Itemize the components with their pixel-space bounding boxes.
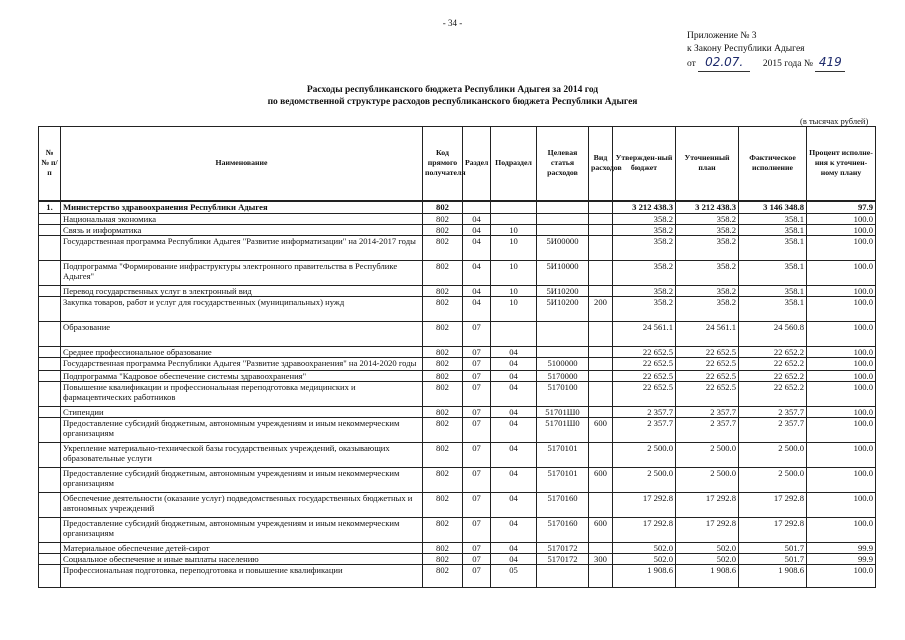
- cell-section: 07: [463, 443, 491, 468]
- cell-subsection: 04: [491, 493, 537, 518]
- cell-name: Национальная экономика: [61, 214, 423, 225]
- table-row: [39, 493, 876, 518]
- cell-approved: 1 908.6: [613, 565, 676, 588]
- cell-actual: 17 292.8: [739, 518, 807, 543]
- cell-target: 5100000: [537, 358, 589, 371]
- cell-code: 802: [423, 493, 463, 518]
- table-row: [39, 382, 876, 407]
- cell-type: [589, 286, 613, 297]
- cell-approved: 502.0: [613, 543, 676, 554]
- cell-section: 07: [463, 347, 491, 358]
- cell-target: 5170100: [537, 382, 589, 407]
- cell-section: 07: [463, 418, 491, 443]
- cell-revised: 358.2: [676, 225, 739, 236]
- cell-actual: 2 500.0: [739, 443, 807, 468]
- cell-percent: 100.0: [807, 407, 876, 418]
- cell-subsection: 04: [491, 443, 537, 468]
- cell-revised: 2 357.7: [676, 418, 739, 443]
- header-subsection: Подраздел: [491, 127, 537, 201]
- cell-num: [39, 236, 61, 261]
- table-body: [39, 201, 876, 588]
- cell-type: [589, 201, 613, 214]
- cell-revised: 358.2: [676, 297, 739, 322]
- cell-code: 802: [423, 407, 463, 418]
- title-line-2: по ведомственной структуре расходов республиканского бюджета Республики Адыгея: [267, 97, 638, 107]
- cell-num: [39, 565, 61, 588]
- cell-actual: 3 146 348.8: [739, 201, 807, 214]
- units-note: (в тысячах рублей): [800, 116, 869, 126]
- cell-approved: 2 500.0: [613, 443, 676, 468]
- cell-name: Министерство здравоохранения Республики Адыгея: [61, 201, 423, 214]
- cell-percent: 99.9: [807, 543, 876, 554]
- appendix-year: 2015 года: [762, 59, 802, 69]
- table-row: [39, 565, 876, 588]
- cell-num: [39, 214, 61, 225]
- cell-percent: 100.0: [807, 225, 876, 236]
- header-name: Наименование: [61, 127, 423, 201]
- table-row: [39, 543, 876, 554]
- cell-target: 5170172: [537, 543, 589, 554]
- header-section: Раздел: [463, 127, 491, 201]
- cell-revised: 22 652.5: [676, 371, 739, 382]
- cell-actual: 24 560.8: [739, 322, 807, 347]
- cell-percent: 97.9: [807, 201, 876, 214]
- cell-revised: 502.0: [676, 543, 739, 554]
- cell-subsection: 10: [491, 286, 537, 297]
- cell-target: 5170101: [537, 443, 589, 468]
- cell-num: [39, 468, 61, 493]
- cell-section: 07: [463, 358, 491, 371]
- cell-num: [39, 322, 61, 347]
- cell-code: 802: [423, 358, 463, 371]
- cell-revised: 358.2: [676, 261, 739, 286]
- cell-code: 802: [423, 443, 463, 468]
- cell-type: 300: [589, 554, 613, 565]
- cell-approved: 358.2: [613, 297, 676, 322]
- cell-actual: 17 292.8: [739, 493, 807, 518]
- appendix-block: [687, 30, 845, 72]
- cell-target: [537, 201, 589, 214]
- cell-percent: 100.0: [807, 443, 876, 468]
- cell-type: [589, 236, 613, 261]
- cell-percent: 100.0: [807, 493, 876, 518]
- cell-name: Обеспечение деятельности (оказание услуг) подведомственных государственных бюджетных и автономных учреждений: [61, 493, 423, 518]
- cell-target: [537, 347, 589, 358]
- cell-name: Государственная программа Республики Адыгея "Развитие здравоохранения" на 2014-2020 годы: [61, 358, 423, 371]
- cell-actual: 22 652.2: [739, 371, 807, 382]
- cell-approved: 358.2: [613, 236, 676, 261]
- header-actual: Фактическое исполнение: [739, 127, 807, 201]
- cell-num: [39, 418, 61, 443]
- cell-code: 802: [423, 518, 463, 543]
- cell-revised: 17 292.8: [676, 518, 739, 543]
- cell-approved: 2 357.7: [613, 418, 676, 443]
- cell-revised: 22 652.5: [676, 382, 739, 407]
- cell-approved: 358.2: [613, 261, 676, 286]
- table-row: [39, 443, 876, 468]
- cell-revised: 22 652.5: [676, 347, 739, 358]
- cell-name: Образование: [61, 322, 423, 347]
- cell-type: [589, 371, 613, 382]
- cell-percent: 100.0: [807, 371, 876, 382]
- cell-subsection: 04: [491, 347, 537, 358]
- cell-code: 802: [423, 554, 463, 565]
- header-target: Целевая статья расходов: [537, 127, 589, 201]
- cell-revised: 358.2: [676, 236, 739, 261]
- cell-subsection: 10: [491, 261, 537, 286]
- cell-code: 802: [423, 468, 463, 493]
- cell-actual: 1 908.6: [739, 565, 807, 588]
- cell-percent: 99.9: [807, 554, 876, 565]
- cell-target: 5170101: [537, 468, 589, 493]
- cell-code: 802: [423, 565, 463, 588]
- cell-revised: 358.2: [676, 286, 739, 297]
- cell-subsection: [491, 214, 537, 225]
- cell-name: Стипендии: [61, 407, 423, 418]
- cell-revised: 2 500.0: [676, 468, 739, 493]
- cell-target: [537, 322, 589, 347]
- table-row: [39, 201, 876, 214]
- cell-code: 802: [423, 236, 463, 261]
- table-row: [39, 418, 876, 443]
- cell-subsection: [491, 201, 537, 214]
- cell-subsection: [491, 322, 537, 347]
- cell-actual: 358.1: [739, 214, 807, 225]
- cell-percent: 100.0: [807, 297, 876, 322]
- cell-approved: 2 357.7: [613, 407, 676, 418]
- cell-section: [463, 201, 491, 214]
- cell-approved: 22 652.5: [613, 347, 676, 358]
- cell-section: 07: [463, 518, 491, 543]
- cell-num: 1.: [39, 201, 61, 214]
- cell-type: [589, 382, 613, 407]
- cell-type: [589, 493, 613, 518]
- cell-name: Предоставление субсидий бюджетным, автономным учреждениям и иным некоммерческим организациям: [61, 518, 423, 543]
- cell-name: Повышение квалификации и профессиональная переподготовка медицинских и фармацевтических работников: [61, 382, 423, 407]
- cell-section: 04: [463, 261, 491, 286]
- cell-revised: 358.2: [676, 214, 739, 225]
- cell-code: 802: [423, 225, 463, 236]
- cell-target: 51701Ш0: [537, 418, 589, 443]
- cell-name: Перевод государственных услуг в электронный вид: [61, 286, 423, 297]
- page-number: - 34 -: [442, 18, 463, 28]
- cell-name: Среднее профессиональное образование: [61, 347, 423, 358]
- cell-section: 07: [463, 371, 491, 382]
- cell-target: [537, 225, 589, 236]
- cell-actual: 2 357.7: [739, 418, 807, 443]
- cell-num: [39, 382, 61, 407]
- cell-approved: 358.2: [613, 214, 676, 225]
- cell-subsection: 04: [491, 543, 537, 554]
- cell-type: 200: [589, 297, 613, 322]
- handwritten-date-field: [698, 56, 750, 72]
- handwritten-number: 419: [818, 55, 842, 69]
- cell-section: 04: [463, 214, 491, 225]
- cell-section: 07: [463, 565, 491, 588]
- cell-num: [39, 297, 61, 322]
- cell-approved: 22 652.5: [613, 382, 676, 407]
- cell-section: 04: [463, 236, 491, 261]
- table-header: [39, 127, 876, 201]
- cell-section: 04: [463, 297, 491, 322]
- cell-num: [39, 347, 61, 358]
- cell-name: Закупка товаров, работ и услуг для государственных (муниципальных) нужд: [61, 297, 423, 322]
- cell-name: Профессиональная подготовка, переподготовка и повышение квалификации: [61, 565, 423, 588]
- cell-revised: 17 292.8: [676, 493, 739, 518]
- cell-section: 07: [463, 468, 491, 493]
- cell-num: [39, 225, 61, 236]
- cell-section: 07: [463, 493, 491, 518]
- table-row: [39, 322, 876, 347]
- cell-type: [589, 347, 613, 358]
- cell-name: Материальное обеспечение детей-сирот: [61, 543, 423, 554]
- cell-actual: 358.1: [739, 236, 807, 261]
- cell-subsection: 04: [491, 407, 537, 418]
- cell-code: 802: [423, 382, 463, 407]
- cell-num: [39, 358, 61, 371]
- cell-code: 802: [423, 347, 463, 358]
- cell-revised: 3 212 438.3: [676, 201, 739, 214]
- appendix-line-1: Приложение № 3: [687, 31, 757, 41]
- cell-revised: 1 908.6: [676, 565, 739, 588]
- cell-percent: 100.0: [807, 418, 876, 443]
- cell-actual: 358.1: [739, 225, 807, 236]
- cell-percent: 100.0: [807, 322, 876, 347]
- cell-actual: 22 652.2: [739, 347, 807, 358]
- cell-num: [39, 371, 61, 382]
- cell-target: 51701Ш0: [537, 407, 589, 418]
- cell-code: 802: [423, 297, 463, 322]
- cell-revised: 2 500.0: [676, 443, 739, 468]
- cell-actual: 358.1: [739, 261, 807, 286]
- appendix-line-2: к Закону Республики Адыгея: [687, 44, 805, 54]
- cell-code: 802: [423, 322, 463, 347]
- cell-name: Укрепление материально-технической базы государственных учреждений, оказывающих образовательные услуги: [61, 443, 423, 468]
- cell-revised: 24 561.1: [676, 322, 739, 347]
- appendix-line-3: [687, 56, 845, 72]
- cell-section: 07: [463, 382, 491, 407]
- cell-percent: 100.0: [807, 358, 876, 371]
- header-percent: Процент исполне-ния к уточнен-ному плану: [807, 127, 876, 201]
- cell-percent: 100.0: [807, 261, 876, 286]
- cell-name: Государственная программа Республики Адыгея "Развитие информатизации" на 2014-2017 годы: [61, 236, 423, 261]
- cell-percent: 100.0: [807, 286, 876, 297]
- document-title: [0, 84, 905, 108]
- handwritten-number-field: [815, 56, 845, 72]
- cell-actual: 22 652.2: [739, 358, 807, 371]
- cell-target: 5170172: [537, 554, 589, 565]
- cell-revised: 22 652.5: [676, 358, 739, 371]
- table-row: [39, 297, 876, 322]
- cell-section: 04: [463, 286, 491, 297]
- cell-subsection: 05: [491, 565, 537, 588]
- cell-subsection: 04: [491, 358, 537, 371]
- cell-type: [589, 358, 613, 371]
- cell-actual: 2 357.7: [739, 407, 807, 418]
- cell-approved: 22 652.5: [613, 358, 676, 371]
- cell-subsection: 04: [491, 554, 537, 565]
- cell-target: 5И10200: [537, 297, 589, 322]
- cell-approved: 3 212 438.3: [613, 201, 676, 214]
- cell-subsection: 10: [491, 297, 537, 322]
- cell-target: [537, 214, 589, 225]
- cell-num: [39, 261, 61, 286]
- cell-approved: 17 292.8: [613, 493, 676, 518]
- table-row: [39, 214, 876, 225]
- cell-name: Предоставление субсидий бюджетным, автономным учреждениям и иным некоммерческим организациям: [61, 418, 423, 443]
- expenditure-table: [38, 126, 876, 588]
- cell-target: 5170160: [537, 493, 589, 518]
- cell-subsection: 04: [491, 418, 537, 443]
- cell-name: Социальное обеспечение и иные выплаты населению: [61, 554, 423, 565]
- cell-approved: 2 500.0: [613, 468, 676, 493]
- cell-subsection: 10: [491, 236, 537, 261]
- handwritten-date: 02.07.: [705, 55, 744, 69]
- table-row: [39, 261, 876, 286]
- table-row: [39, 236, 876, 261]
- header-type: Вид расходов: [589, 127, 613, 201]
- cell-type: 600: [589, 518, 613, 543]
- cell-percent: 100.0: [807, 518, 876, 543]
- cell-target: [537, 565, 589, 588]
- cell-percent: 100.0: [807, 214, 876, 225]
- cell-revised: 502.0: [676, 554, 739, 565]
- cell-subsection: 04: [491, 468, 537, 493]
- table-row: [39, 286, 876, 297]
- title-line-1: Расходы республиканского бюджета Республики Адыгея за 2014 год: [306, 85, 599, 95]
- cell-type: [589, 565, 613, 588]
- header-revised: Уточненный план: [676, 127, 739, 201]
- cell-approved: 358.2: [613, 286, 676, 297]
- cell-num: [39, 286, 61, 297]
- cell-actual: 22 652.2: [739, 382, 807, 407]
- cell-section: 04: [463, 225, 491, 236]
- cell-type: 600: [589, 418, 613, 443]
- cell-code: 802: [423, 543, 463, 554]
- cell-num: [39, 554, 61, 565]
- header-approved: Утвержден-ный бюджет: [613, 127, 676, 201]
- cell-type: [589, 214, 613, 225]
- cell-subsection: 10: [491, 225, 537, 236]
- cell-percent: 100.0: [807, 382, 876, 407]
- cell-percent: 100.0: [807, 236, 876, 261]
- cell-name: Подпрограмма "Кадровое обеспечение системы здравоохранения": [61, 371, 423, 382]
- cell-target: 5И00000: [537, 236, 589, 261]
- cell-num: [39, 443, 61, 468]
- cell-num: [39, 518, 61, 543]
- cell-actual: 358.1: [739, 286, 807, 297]
- cell-section: 07: [463, 407, 491, 418]
- cell-num: [39, 407, 61, 418]
- table-row: [39, 407, 876, 418]
- cell-subsection: 04: [491, 371, 537, 382]
- cell-approved: 24 561.1: [613, 322, 676, 347]
- cell-target: 5И10000: [537, 261, 589, 286]
- cell-target: 5170000: [537, 371, 589, 382]
- cell-target: 5170160: [537, 518, 589, 543]
- cell-code: 802: [423, 214, 463, 225]
- cell-name: Предоставление субсидий бюджетным, автономным учреждениям и иным некоммерческим организациям: [61, 468, 423, 493]
- cell-target: 5И10200: [537, 286, 589, 297]
- cell-type: [589, 407, 613, 418]
- cell-percent: 100.0: [807, 347, 876, 358]
- cell-actual: 2 500.0: [739, 468, 807, 493]
- cell-approved: 502.0: [613, 554, 676, 565]
- cell-approved: 17 292.8: [613, 518, 676, 543]
- table-row: [39, 225, 876, 236]
- cell-name: Связь и информатика: [61, 225, 423, 236]
- cell-subsection: 04: [491, 382, 537, 407]
- cell-approved: 22 652.5: [613, 371, 676, 382]
- cell-section: 07: [463, 543, 491, 554]
- cell-type: [589, 543, 613, 554]
- cell-actual: 501.7: [739, 554, 807, 565]
- header-code: Код прямого получателя: [423, 127, 463, 201]
- header-num: № № п/п: [39, 127, 61, 201]
- appendix-number-label: №: [803, 59, 813, 69]
- cell-section: 07: [463, 322, 491, 347]
- cell-type: 600: [589, 468, 613, 493]
- cell-actual: 358.1: [739, 297, 807, 322]
- table-row: [39, 347, 876, 358]
- cell-type: [589, 322, 613, 347]
- table-row: [39, 358, 876, 371]
- cell-type: [589, 443, 613, 468]
- cell-subsection: 04: [491, 518, 537, 543]
- cell-percent: 100.0: [807, 565, 876, 588]
- cell-percent: 100.0: [807, 468, 876, 493]
- table-row: [39, 371, 876, 382]
- cell-code: 802: [423, 418, 463, 443]
- table-row: [39, 518, 876, 543]
- cell-approved: 358.2: [613, 225, 676, 236]
- cell-section: 07: [463, 554, 491, 565]
- cell-num: [39, 493, 61, 518]
- table-row: [39, 468, 876, 493]
- cell-num: [39, 543, 61, 554]
- cell-code: 802: [423, 261, 463, 286]
- cell-type: [589, 225, 613, 236]
- cell-name: Подпрограмма "Формирование инфраструктуры электронного правительства в Республике Адыгея": [61, 261, 423, 286]
- cell-actual: 501.7: [739, 543, 807, 554]
- cell-code: 802: [423, 201, 463, 214]
- cell-type: [589, 261, 613, 286]
- cell-code: 802: [423, 371, 463, 382]
- cell-code: 802: [423, 286, 463, 297]
- appendix-prefix: от: [687, 59, 696, 69]
- table-row: [39, 554, 876, 565]
- cell-revised: 2 357.7: [676, 407, 739, 418]
